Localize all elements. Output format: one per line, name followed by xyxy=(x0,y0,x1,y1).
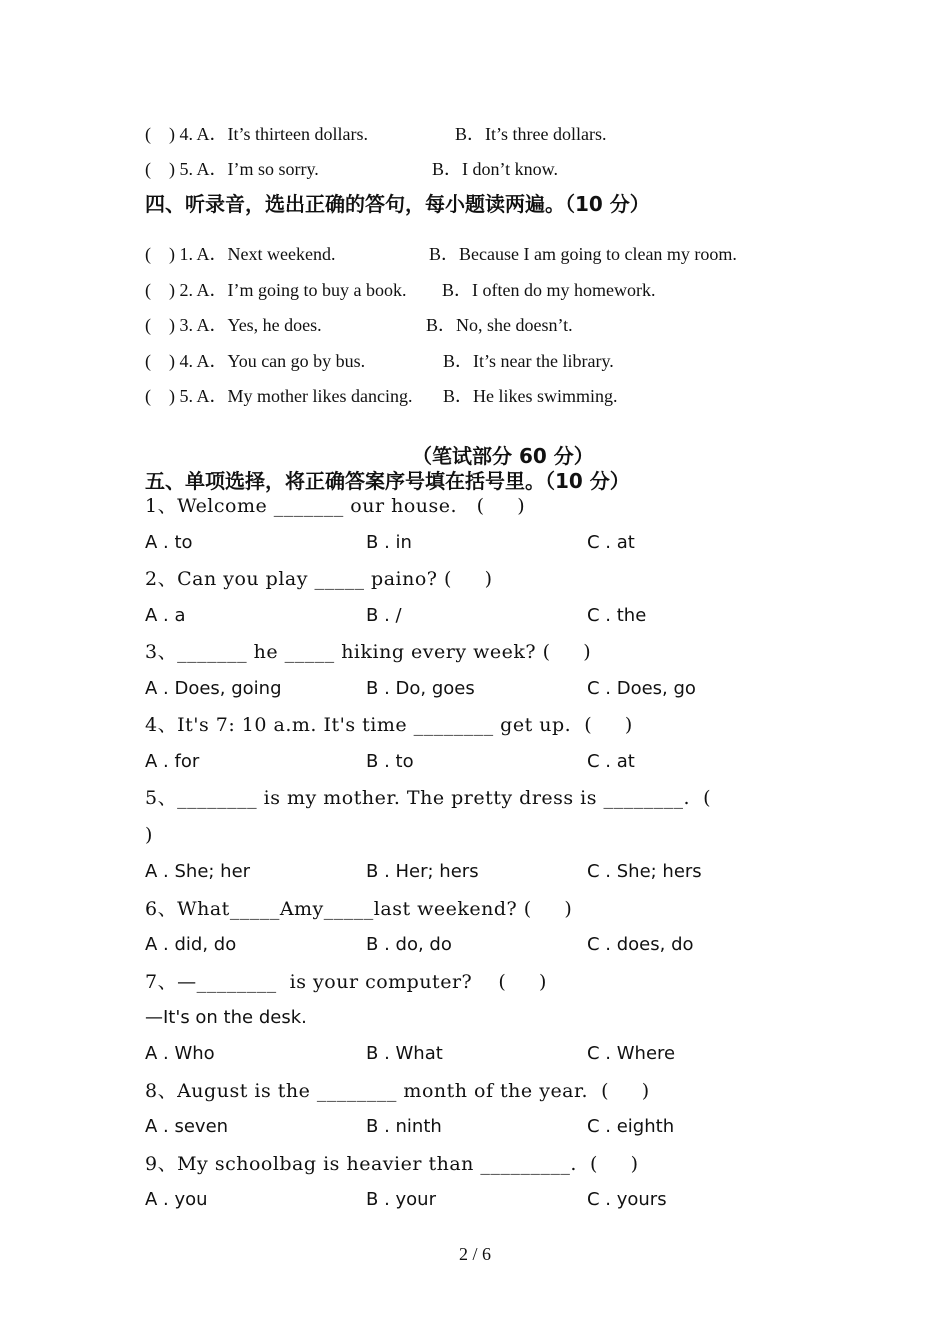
s3-item-4-right: B．It’s three dollars. xyxy=(455,124,607,144)
q8-option-c: C . eighth xyxy=(587,1116,675,1137)
q9-text: 9、My schoolbag is heavier than _________. ( ) xyxy=(145,1153,639,1175)
s4-item-2-right: B．I often do my homework. xyxy=(442,280,656,300)
s4-item-3-left: ( ) 3. A．Yes, he does. xyxy=(145,315,322,335)
q1-option-c: C . at xyxy=(587,532,635,553)
q2-option-a: A . a xyxy=(145,605,186,626)
q3-option-c: C . Does, go xyxy=(587,678,696,699)
q4-text: 4、It's 7: 10 a.m. It's time ________ get up. ( ) xyxy=(145,714,633,736)
q6-option-b: B . do, do xyxy=(366,934,452,955)
q1-option-a: A . to xyxy=(145,532,193,553)
section5-heading: 五、单项选择，将正确答案序号填在括号里。（10 分） xyxy=(145,469,630,493)
q7-text: 7、—________ is your computer? ( ) xyxy=(145,971,547,993)
q2-text: 2、Can you play _____ paino? ( ) xyxy=(145,568,493,590)
q5-text: 5、________ is my mother. The pretty dress is ________. ( xyxy=(145,787,712,809)
s4-item-1-left: ( ) 1. A．Next weekend. xyxy=(145,244,336,264)
q4-option-b: B . to xyxy=(366,751,414,772)
q3-option-a: A . Does, going xyxy=(145,678,282,699)
s4-item-1-right: B．Because I am going to clean my room. xyxy=(429,244,737,264)
q9-option-a: A . you xyxy=(145,1189,208,1210)
s3-item-5-right: B．I don’t know. xyxy=(432,159,558,179)
q8-option-a: A . seven xyxy=(145,1116,229,1137)
q5-option-b: B . Her; hers xyxy=(366,861,479,882)
q9-option-b: B . your xyxy=(366,1189,436,1210)
page-number: 2 / 6 xyxy=(458,1244,491,1264)
s4-item-4-left: ( ) 4. A．You can go by bus. xyxy=(145,351,366,371)
q8-text: 8、August is the ________ month of the year. ( ) xyxy=(145,1080,650,1102)
q1-option-b: B . in xyxy=(366,532,412,553)
q6-text: 6、What_____Amy_____last weekend? ( ) xyxy=(145,898,573,920)
q3-text: 3、_______ he _____ hiking every week? ( ) xyxy=(145,641,592,663)
s4-item-5-left: ( ) 5. A．My mother likes dancing. xyxy=(145,386,413,406)
q4-option-c: C . at xyxy=(587,751,635,772)
q9-option-c: C . yours xyxy=(587,1189,667,1210)
s4-item-2-left: ( ) 2. A．I’m going to buy a book. xyxy=(145,280,407,300)
written-part-title: （笔试部分 60 分） xyxy=(412,444,594,468)
s4-item-4-right: B．It’s near the library. xyxy=(443,351,614,371)
q6-option-c: C . does, do xyxy=(587,934,694,955)
q7-option-c: C . Where xyxy=(587,1043,676,1064)
q3-option-b: B . Do, goes xyxy=(366,678,475,699)
section4-heading: 四、听录音，选出正确的答句，每小题读两遍。（10 分） xyxy=(145,192,650,216)
s3-item-4-left: ( ) 4. A．It’s thirteen dollars. xyxy=(145,124,368,144)
q5-continuation: ) xyxy=(145,824,153,846)
q1-text: 1、Welcome _______ our house. ( ) xyxy=(145,495,526,517)
s4-item-3-right: B．No, she doesn’t. xyxy=(426,315,573,335)
q7-continuation: —It's on the desk. xyxy=(145,1007,307,1028)
q4-option-a: A . for xyxy=(145,751,200,772)
q2-option-c: C . the xyxy=(587,605,647,626)
q5-option-a: A . She; her xyxy=(145,861,251,882)
q7-option-b: B . What xyxy=(366,1043,443,1064)
q5-option-c: C . She; hers xyxy=(587,861,702,882)
s3-item-5-left: ( ) 5. A．I’m so sorry. xyxy=(145,159,319,179)
q8-option-b: B . ninth xyxy=(366,1116,442,1137)
q2-option-b: B . / xyxy=(366,605,402,626)
q6-option-a: A . did, do xyxy=(145,934,237,955)
q7-option-a: A . Who xyxy=(145,1043,215,1064)
s4-item-5-right: B．He likes swimming. xyxy=(443,386,618,406)
